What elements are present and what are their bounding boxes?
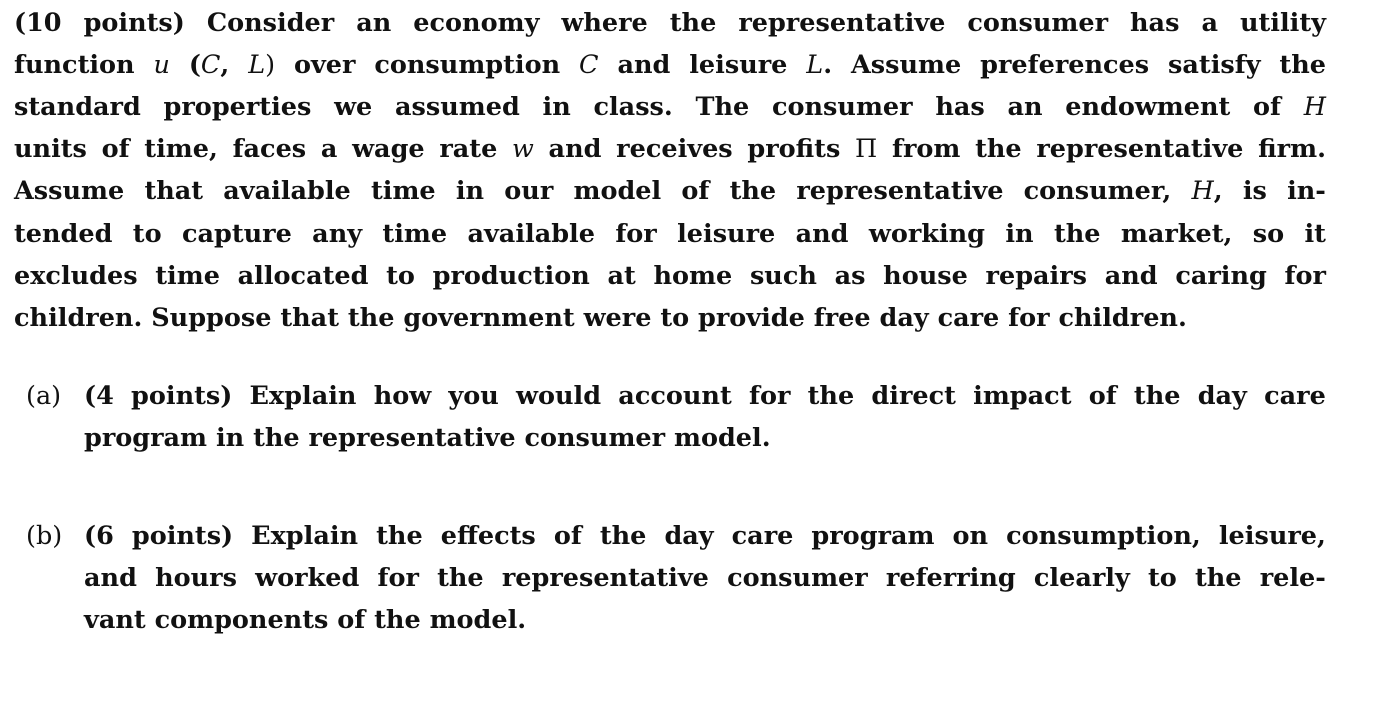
word: L): [248, 50, 276, 80]
word: in: [455, 176, 485, 206]
word: profits: [747, 134, 841, 164]
word: care: [937, 303, 1000, 333]
word: for: [748, 381, 791, 411]
intro-line-8: [14, 297, 1326, 339]
word: of: [1088, 381, 1117, 411]
word: the: [807, 381, 855, 411]
word: as: [834, 261, 866, 291]
word: time: [370, 176, 436, 206]
word: consumer: [727, 563, 868, 593]
part-b-line-3: [84, 599, 1326, 641]
word: time: [155, 261, 220, 291]
word: the: [374, 605, 421, 635]
word: representative: [738, 8, 946, 38]
word: C: [579, 50, 599, 80]
word: Assume: [14, 176, 125, 206]
word: such: [749, 261, 817, 291]
word: The: [695, 92, 750, 122]
word: repairs: [985, 261, 1088, 291]
word: model: [573, 176, 662, 206]
word: for: [1008, 303, 1050, 333]
word: impact: [973, 381, 1072, 411]
word: and: [795, 219, 849, 249]
word: consumer: [771, 92, 913, 122]
word: caring: [1175, 261, 1267, 291]
word: any: [312, 219, 363, 249]
part-a-line-2: [84, 417, 1326, 459]
intro-line-4: [14, 128, 1326, 170]
word: leisure: [689, 50, 788, 80]
word: Consider: [206, 8, 335, 38]
word: representative: [1036, 134, 1244, 164]
word: worked: [255, 563, 360, 593]
word: (C,: [188, 50, 230, 80]
word: you: [448, 381, 499, 411]
part-b-line-1: [84, 515, 1326, 557]
word: Suppose: [151, 303, 272, 333]
word: and: [84, 563, 137, 593]
word: the: [599, 521, 647, 551]
word: program: [84, 423, 208, 453]
word: the: [975, 134, 1022, 164]
word: care: [1264, 381, 1326, 411]
intro-line-7: [14, 255, 1326, 297]
word: of: [553, 521, 582, 551]
word: receives: [616, 134, 733, 164]
word: in: [1005, 219, 1034, 249]
word: referring: [885, 563, 1016, 593]
word: over: [293, 50, 356, 80]
word: of: [101, 134, 130, 164]
word: the: [437, 563, 484, 593]
word: units: [14, 134, 87, 164]
word: Explain: [251, 521, 359, 551]
word: day: [879, 303, 929, 333]
word: the: [729, 176, 777, 206]
word: working: [868, 219, 985, 249]
word: day: [664, 521, 714, 551]
word: Explain: [249, 381, 357, 411]
word: leisure,: [1218, 521, 1326, 551]
word: (10: [14, 8, 62, 38]
word: has: [935, 92, 985, 122]
word: so: [1252, 219, 1285, 249]
word: standard: [14, 92, 141, 122]
word: our: [504, 176, 554, 206]
word: time,: [144, 134, 218, 164]
word: were: [583, 303, 652, 333]
word: a: [1201, 8, 1218, 38]
word: free: [813, 303, 871, 333]
word: H: [1303, 92, 1326, 122]
word: representative: [796, 176, 1004, 206]
word: of: [681, 176, 710, 206]
word: u: [153, 50, 170, 80]
word: H,: [1191, 176, 1223, 206]
word: Assume: [851, 50, 962, 80]
word: children.: [1058, 303, 1187, 333]
word: of: [337, 605, 366, 635]
word: representative: [501, 563, 709, 593]
word: hours: [155, 563, 237, 593]
word: consumer: [967, 8, 1109, 38]
word: in: [215, 423, 245, 453]
word: model.: [673, 423, 771, 453]
word: points): [131, 521, 234, 551]
word: direct: [871, 381, 956, 411]
intro-line-1: [14, 2, 1326, 44]
word: (4: [84, 381, 114, 411]
word: on: [952, 521, 989, 551]
word: rate: [439, 134, 498, 164]
word: L.: [806, 50, 833, 80]
word: for: [615, 219, 657, 249]
word: model.: [429, 605, 527, 635]
word: points): [131, 381, 233, 411]
word: house: [883, 261, 968, 291]
word: representative: [308, 423, 516, 453]
part-b-line-2: [84, 557, 1326, 599]
word: the: [253, 423, 300, 453]
word: leisure: [677, 219, 776, 249]
intro-line-3: [14, 86, 1326, 128]
word: from: [891, 134, 961, 164]
word: satisfy: [1168, 50, 1261, 80]
word: consumption: [374, 50, 561, 80]
word: account: [618, 381, 732, 411]
word: market,: [1120, 219, 1233, 249]
word: faces: [232, 134, 307, 164]
word: home: [653, 261, 733, 291]
word: clearly: [1033, 563, 1130, 593]
word: endowment: [1065, 92, 1231, 122]
word: we: [334, 92, 373, 122]
intro-line-2: [14, 44, 1326, 86]
word: for: [1284, 261, 1326, 291]
word: available: [223, 176, 351, 206]
word: day: [1197, 381, 1247, 411]
word: tended: [14, 219, 113, 249]
word: care: [731, 521, 794, 551]
word: to: [132, 219, 162, 249]
word: provide: [698, 303, 805, 333]
part-b-label: (b): [26, 521, 63, 551]
word: properties: [163, 92, 312, 122]
word: consumer,: [1023, 176, 1172, 206]
word: the: [669, 8, 717, 38]
word: preferences: [980, 50, 1150, 80]
word: it: [1304, 219, 1326, 249]
word: at: [607, 261, 636, 291]
word: effects: [440, 521, 536, 551]
word: that: [280, 303, 339, 333]
word: and: [617, 50, 671, 80]
word: utility: [1239, 8, 1326, 38]
word: that: [144, 176, 204, 206]
word: for: [377, 563, 419, 593]
word: capture: [181, 219, 292, 249]
word: (6: [84, 521, 114, 551]
word: to: [386, 261, 415, 291]
word: the: [1194, 563, 1242, 593]
word: available: [467, 219, 595, 249]
word: production: [432, 261, 590, 291]
word: the: [1053, 219, 1101, 249]
word: economy: [413, 8, 540, 38]
word: and: [548, 134, 602, 164]
word: allocated: [237, 261, 369, 291]
word: rele-: [1259, 563, 1326, 593]
word: is: [1242, 176, 1267, 206]
word: the: [1279, 50, 1326, 80]
intro-line-6: [14, 213, 1326, 255]
word: an: [356, 8, 392, 38]
word: in: [542, 92, 571, 122]
word: the: [347, 303, 395, 333]
word: the: [1133, 381, 1181, 411]
part-a-label: (a): [26, 381, 62, 411]
word: consumption,: [1006, 521, 1201, 551]
word: government: [403, 303, 575, 333]
word: to: [660, 303, 690, 333]
word: an: [1007, 92, 1043, 122]
word: excludes: [14, 261, 138, 291]
word: assumed: [394, 92, 520, 122]
word: in-: [1287, 176, 1326, 206]
part-a-line-1: [84, 375, 1326, 417]
word: where: [561, 8, 648, 38]
word: Π: [855, 134, 878, 164]
word: of: [1253, 92, 1282, 122]
word: points): [83, 8, 185, 38]
word: program: [811, 521, 935, 551]
word: function: [14, 50, 135, 80]
word: children.: [14, 303, 143, 333]
word: and: [1104, 261, 1158, 291]
word: wage: [352, 134, 425, 164]
word: would: [516, 381, 602, 411]
intro-line-5: [14, 170, 1326, 212]
word: w: [512, 134, 534, 164]
word: firm.: [1258, 134, 1326, 164]
word: vant: [84, 605, 146, 635]
word: time: [382, 219, 448, 249]
word: a: [320, 134, 338, 164]
word: the: [376, 521, 423, 551]
word: consumer: [524, 423, 666, 453]
word: class.: [593, 92, 673, 122]
word: how: [373, 381, 432, 411]
word: has: [1130, 8, 1180, 38]
word: to: [1147, 563, 1177, 593]
word: components: [154, 605, 329, 635]
